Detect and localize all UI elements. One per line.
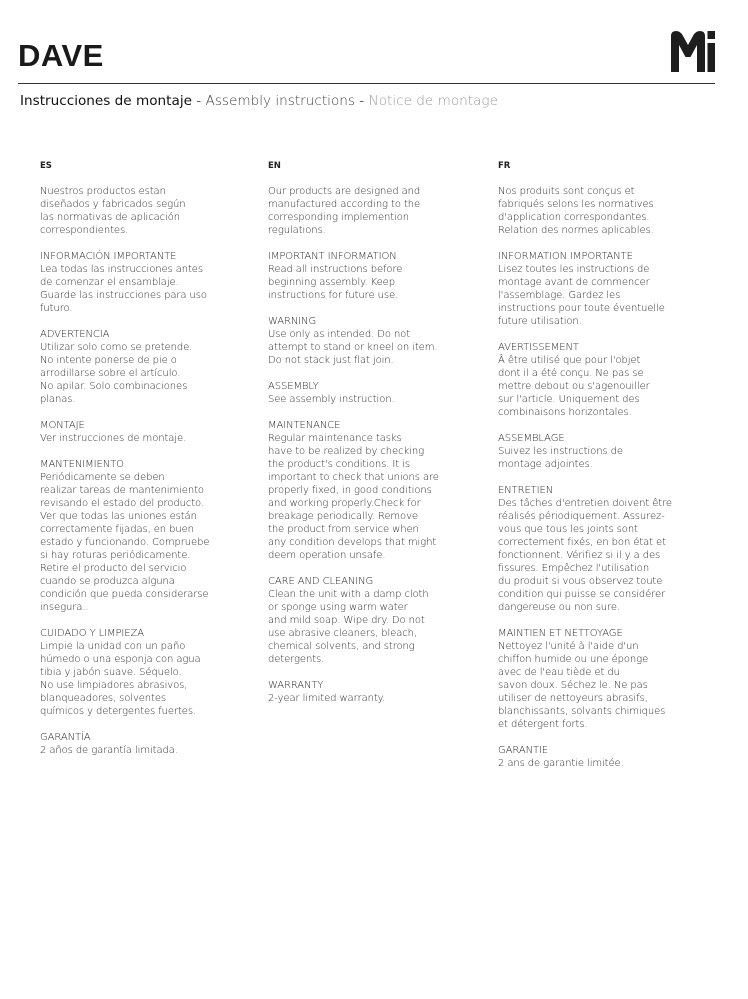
section-heading: MAINTIEN ET NETTOYAGE	[498, 628, 623, 639]
subtitle-en: Assembly instructions	[205, 93, 355, 109]
section-body: Periódicamente se deben realizar tareas de mantenimiento revisando el estado del producto. Ver que todas las uniones están correctamente fijadas, en buen estado y funcionando. Compruebe si hay roturas periódicamente. Retire el producto del servicio cuando se produzca alguna condición que pueda considerarse insegura..	[40, 472, 210, 613]
language-code: FR	[498, 161, 511, 171]
column-fr	[498, 160, 674, 783]
section-body: Utilizar solo como se pretende. No intente ponerse de pie o arrodillarse sobre el artículo. No apilar. Solo combinaciones planas.	[40, 342, 193, 405]
section-heading: WARRANTY	[268, 680, 324, 691]
subtitle-es: Instrucciones de montaje	[20, 93, 192, 109]
section-important-info	[498, 250, 674, 328]
intro-section	[498, 185, 674, 237]
section-body: Suivez les instructions de montage adjointes.	[498, 446, 623, 470]
section-warranty	[498, 744, 674, 770]
intro-section	[268, 185, 468, 237]
section-assembly	[498, 432, 674, 471]
section-body: Clean the unit with a damp cloth or sponge using warm water and mild soap. Wipe dry. Do not use abrasive cleaners, bleach, chemical solvents, and strong detergents.	[268, 589, 429, 665]
section-warning	[498, 341, 674, 419]
section-care-cleaning	[268, 575, 468, 666]
section-important-info	[40, 250, 222, 315]
section-maintenance	[498, 484, 674, 614]
section-warning	[40, 328, 222, 406]
section-body: Regular maintenance tasks have to be realized by checking the product's conditions. It is important to check that unions are properly fixed, in good conditions and working properly.Check for breakage periodically. Remove the product from service when any condition develops that might deem operation unsafe.	[268, 433, 439, 561]
section-heading: ADVERTENCIA	[40, 329, 110, 340]
section-heading: ENTRETIEN	[498, 485, 554, 496]
section-body: Our products are designed and manufactured according to the corresponding implemention regulations.	[268, 186, 421, 236]
section-warranty	[268, 679, 468, 705]
language-code: ES	[40, 161, 52, 171]
product-title: DAVE	[18, 38, 104, 73]
section-heading: MONTAJE	[40, 420, 85, 431]
section-heading: ASSEMBLY	[268, 381, 319, 392]
section-body: Read all instructions before beginning assembly. Keep instructions for future use.	[268, 264, 403, 301]
subtitle-separator: -	[354, 93, 369, 109]
section-body: Nettoyez l'unité à l'aide d'un chiffon humide ou une éponge avec de l'eau tiède et du savon doux. Séchez le. Ne pas utiliser de nettoyeurs abrasifs, blanchissants, solvants chimiques et détergent forts.	[498, 641, 666, 730]
section-heading: CARE AND CLEANING	[268, 576, 374, 587]
section-heading: GARANTÍA	[40, 732, 91, 743]
column-es	[40, 160, 222, 770]
section-assembly	[40, 419, 222, 445]
section-body: Nos produits sont conçus et fabriqués selons les normatives d'application correspondantes. Relation des normes aplicables.	[498, 186, 654, 236]
logo-m-shape	[671, 31, 705, 72]
subtitle-separator: -	[191, 93, 206, 109]
column-en	[268, 160, 468, 718]
section-body: Limpie la unidad con un paño húmedo o una esponja con agua tibia y jabón suave. Séquelo. No use limpiadores abrasivos, blanqueadores, solventes químicos y detergentes fuertes.	[40, 641, 201, 717]
subtitle-fr: Notice de montage	[368, 93, 498, 109]
section-body: Ver instrucciones de montaje.	[40, 433, 187, 444]
section-assembly	[268, 380, 468, 406]
section-body: 2 ans de garantie limitée.	[498, 758, 624, 769]
section-care-cleaning	[498, 627, 674, 731]
logo-i-stem	[708, 43, 716, 72]
section-heading: WARNING	[268, 316, 317, 327]
section-heading: MANTENIMIENTO	[40, 459, 124, 470]
section-body: 2 años de garantía limitada.	[40, 745, 178, 756]
section-body: Nuestros productos estan diseñados y fabricados según las normativas de aplicación correspondientes.	[40, 186, 186, 236]
section-care-cleaning	[40, 627, 222, 718]
section-warranty	[40, 731, 222, 757]
section-maintenance	[40, 458, 222, 614]
section-heading: CUIDADO Y LIMPIEZA	[40, 628, 144, 639]
section-body: Des tâches d'entretien doivent être réalisés périodiquement. Assurez- vous que tous les joints sont correctement fixés, en bon état et fonctionnent. Vérifiez si il y a des fissures. Empêchez l'utilisation du produit si vous observez toute condition qui puisse se considérer dangereuse ou non sure.	[498, 498, 672, 613]
section-heading: GARANTIE	[498, 745, 549, 756]
section-heading: IMPORTANT INFORMATION	[268, 251, 397, 262]
header-divider	[18, 83, 715, 84]
logo-i-dot	[708, 31, 716, 39]
section-body: Â être utilisé que pour l'objet dont il a été conçu. Ne pas se mettre debout ou s'agenouiller sur l'article. Uniquement des combinaisons horizontales.	[498, 355, 650, 418]
section-body: See assembly instruction.	[268, 394, 395, 405]
section-body: Lea todas las instrucciones antes de comenzar el ensamblaje. Guarde las instrucciones para uso futuro.	[40, 264, 207, 314]
section-body: Lisez toutes les instructions de montage avant de commencer l'assemblage. Gardez les instructions pour toute éventuelle future utilisation.	[498, 264, 665, 327]
section-heading: AVERTISSEMENT	[498, 342, 579, 353]
section-heading: INFORMACIÓN IMPORTANTE	[40, 251, 177, 262]
document-subtitle	[20, 92, 498, 110]
section-heading: MAINTENANCE	[268, 420, 341, 431]
section-heading: ASSEMBLAGE	[498, 433, 565, 444]
brand-logo	[671, 30, 715, 72]
section-heading: INFORMATION IMPORTANTE	[498, 251, 633, 262]
section-warning	[268, 315, 468, 367]
intro-section	[40, 185, 222, 237]
section-body: 2-year limited warranty.	[268, 693, 386, 704]
section-maintenance	[268, 419, 468, 562]
section-body: Use only as intended. Do not attempt to stand or kneel on item. Do not stack just flat join.	[268, 329, 438, 366]
section-important-info	[268, 250, 468, 302]
language-code: EN	[268, 161, 281, 171]
